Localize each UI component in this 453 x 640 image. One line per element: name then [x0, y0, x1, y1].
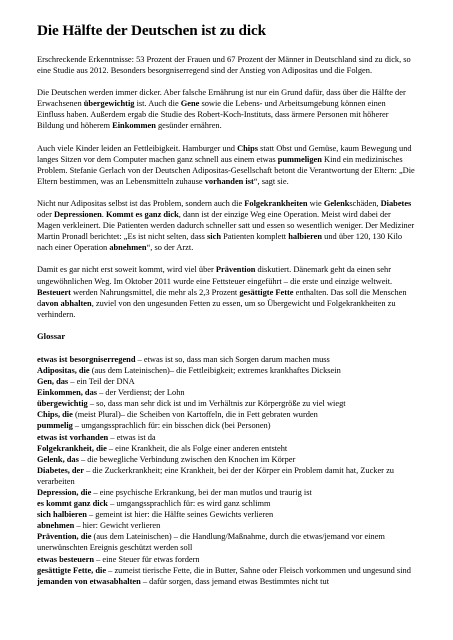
text-run: – eine psychische Erkrankung, bei der man mutlos und traurig ist: [91, 488, 312, 497]
text-run: schäden,: [349, 198, 381, 208]
bold-term: Diabetes: [380, 198, 412, 208]
bold-term: etwas besteuern: [37, 554, 94, 564]
text-run: Kind ein medizinisches Problem. Stefanie Gerlach von der Deutschen Adipositas-Gesellschaft betont die Verantwortung der Eltern: „Die Eltern bestimmen, was an Lebensmitteln zuhause: [37, 154, 415, 186]
article-paragraph: [37, 143, 415, 187]
text-run: werden Nahrungsmittel, die mehr als 2,3 Prozent: [70, 287, 240, 297]
text-run: (aus dem Lateinischen)– die Fettleibigkeit; extremes krankhaftes Dicksein: [89, 365, 341, 375]
bold-term: Diabetes, der: [37, 465, 84, 475]
bold-term: Besteuert: [37, 287, 71, 297]
bold-term: Einkommen, das: [37, 388, 98, 398]
text-run: diskutiert. Dänemark geht da einen sehr ungewöhnlichen Weg. Im Oktober 2011 wurde eine Fettsteuer eingeführt – die erste und einzige weltweit.: [37, 265, 393, 286]
text-run: – dafür sorgen, dass jemand etwas Bestimmtes nicht tut: [140, 576, 330, 586]
text-run: – die Zuckerkrankheit; eine Krankheit, bei der der Körper ein Problem damit hat, Zucker zu verarbeiten: [37, 465, 394, 486]
bold-term: abnehmen: [109, 243, 147, 253]
text-run: – gemeint ist hier: die Hälfte seines Gewichts verlieren: [86, 510, 274, 520]
bold-term: vorhanden ist: [204, 176, 254, 186]
glossary-entry: [37, 376, 415, 387]
glossary-entry: [37, 520, 415, 531]
bold-term: Gen, das: [37, 377, 69, 387]
bold-term: sich halbieren: [37, 510, 87, 520]
bold-term: pummeligen: [277, 154, 322, 164]
article-paragraph: [37, 87, 415, 131]
text-run: (aus dem Lateinischen) – die Handlung/Maßnahme, durch die etwas/jemand vor einem unerwünschten Ereignis geschützt werden soll: [37, 532, 385, 553]
glossary-entry: [37, 465, 415, 487]
bold-term: Chips: [237, 143, 259, 153]
text-run: statt Obst und Gemüse, kaum Bewegung und langes Sitzen vor dem Computer machen ganz schnell aus einem etwas: [37, 143, 412, 164]
bold-term: Folgekrankheiten: [244, 198, 308, 208]
glossary-list: [37, 354, 415, 587]
bold-term: übergewichtig: [37, 399, 88, 409]
glossary-entry: [37, 420, 415, 431]
bold-term: Prävention: [215, 265, 256, 275]
text-run: , dann ist der einzige Weg eine Operation. Meist wird dabei der Magen verkleinert. Die Patienten werden dadurch schneller satt und essen so wesentlich weniger. Der Mediziner Martin Pronadl berichtet: „Es ist nicht selten, dass: [37, 210, 415, 242]
bold-term: übergewichtig: [83, 99, 135, 109]
glossary-entry: [37, 576, 415, 587]
text-run: Damit es gar nicht erst soweit kommt, wird viel über: [37, 265, 216, 275]
bold-term: Depression, die: [37, 488, 92, 497]
text-run: wie: [307, 198, 324, 208]
text-run: sowie die Lebens- und Arbeitsumgebung können einen Einfluss haben. Außerdem ergab die Studie des Robert-Koch-Instituts, dass ärmere Personen mit höherer Bildung und höherem: [37, 99, 389, 131]
bold-term: Gene: [180, 99, 200, 109]
text-run: Erschreckende Erkenntnisse: 53 Prozent der Frauen und 67 Prozent der Männer in Deutschland sind zu dick, so eine Studie aus 2012. Besonders besorgniserregend sind der Anstieg von Adipositas und die Folgen.: [37, 55, 411, 76]
bold-term: halbieren: [288, 232, 323, 242]
bold-term: es kommt ganz dick: [37, 499, 108, 509]
glossary-entry: [37, 387, 415, 398]
bold-term: Gelenk, das: [37, 454, 79, 464]
bold-term: gesättigte Fette: [239, 287, 294, 297]
glossary-entry: [37, 432, 415, 443]
article-paragraph: [37, 54, 415, 76]
bold-term: Folgekrankheit, die: [37, 443, 107, 453]
bold-term: gesättigte Fette, die: [37, 565, 107, 575]
text-run: – eine Krankheit, die als Folge einer anderen entsteht: [106, 443, 288, 453]
bold-term: Chips, die: [37, 410, 73, 420]
glossary-entry: [37, 365, 415, 376]
text-run: – etwas ist da: [108, 432, 156, 442]
bold-term: abnehmen: [37, 521, 75, 531]
glossary-entry: [37, 398, 415, 409]
glossary-entry: [37, 531, 415, 553]
bold-term: avon abhalten: [41, 298, 92, 308]
text-run: – die bewegliche Verbindung zwischen den Knochen im Körper: [78, 454, 296, 464]
bold-term: Kommt es ganz dick: [105, 210, 179, 220]
text-run: – ein Teil der DNA: [68, 377, 135, 387]
text-run: Nicht nur Adipositas selbst ist das Problem, sondern auch die: [37, 198, 245, 208]
bold-term: jemanden von etwasabhalten: [37, 576, 141, 586]
glossary-entry: [37, 498, 415, 509]
glossary-entry: [37, 565, 415, 576]
text-run: – der Verdienst; der Lohn: [97, 388, 185, 398]
article-paragraph: [37, 198, 415, 253]
article-paragraph: [37, 264, 415, 319]
glossary-entry: [37, 554, 415, 565]
text-run: “, so der Arzt.: [146, 243, 194, 253]
text-run: – umgangssprachlich für: es wird ganz schlimm: [107, 499, 271, 509]
glossary-entry: [37, 509, 415, 520]
glossary-entry: [37, 454, 415, 465]
glossary-entry: [37, 409, 415, 420]
text-run: ist. Auch die: [134, 99, 181, 109]
bold-term: etwas ist vorhanden: [37, 432, 109, 442]
article-body: [37, 54, 415, 320]
text-run: – zumeist tierische Fette, die in Butter, Sahne oder Fleisch vorkommen und ungesund sind: [106, 565, 411, 575]
text-run: “, sagt sie.: [253, 176, 289, 186]
text-run: – so, dass man sehr dick ist und im Verhältnis zur Körpergröße zu viel wiegt: [87, 399, 346, 409]
text-run: – eine Steuer für etwas fordern: [94, 554, 200, 564]
text-run: – etwas ist so, dass man sich Sorgen darum machen muss: [135, 354, 330, 364]
glossary-entry: [37, 354, 415, 365]
text-run: .: [101, 210, 106, 220]
bold-term: Depressionen: [53, 210, 102, 220]
bold-term: Gelenk: [323, 198, 350, 208]
glossary-entry: [37, 443, 415, 454]
bold-term: Prävention, die: [37, 532, 92, 542]
text-run: – hier: Gewicht verlieren: [74, 521, 161, 531]
glossary-heading: Glossar: [37, 330, 66, 341]
text-run: und über 120, 130 Kilo nach einer Operation: [37, 232, 403, 253]
bold-term: Adipositas, die: [37, 365, 90, 375]
text-run: gesünder ernähren.: [155, 121, 222, 131]
bold-term: sich: [207, 232, 221, 242]
text-run: Auch viele Kinder leiden an Fettleibigkeit. Hamburger und: [37, 143, 238, 153]
text-run: Patienten komplett: [221, 232, 289, 242]
text-run: , zuviel von den ungesunden Fetten zu essen, um so Übergewicht und Folgekrankheiten zu verhindern.: [37, 298, 396, 319]
bold-term: etwas ist besorgniserregend: [37, 354, 136, 364]
page-title: Die Hälfte der Deutschen ist zu dick: [37, 22, 266, 39]
text-run: oder: [37, 210, 54, 220]
text-run: Die Deutschen werden immer dicker. Aber falsche Ernährung ist nur ein Grund dafür, dass über die Hälfte der Erwachsenen: [37, 88, 406, 109]
bold-term: pummelig: [37, 421, 73, 431]
bold-term: Einkommen: [112, 121, 156, 131]
text-run: (meist Plural)– die Scheiben von Kartoffeln, die in Fett gebraten wurden: [72, 410, 318, 420]
text-run: enthalten. Das soll die Menschen d: [37, 287, 407, 308]
text-run: – umgangssprachlich für: ein bisschen dick (bei Personen): [72, 421, 271, 431]
glossary-entry: [37, 487, 415, 498]
